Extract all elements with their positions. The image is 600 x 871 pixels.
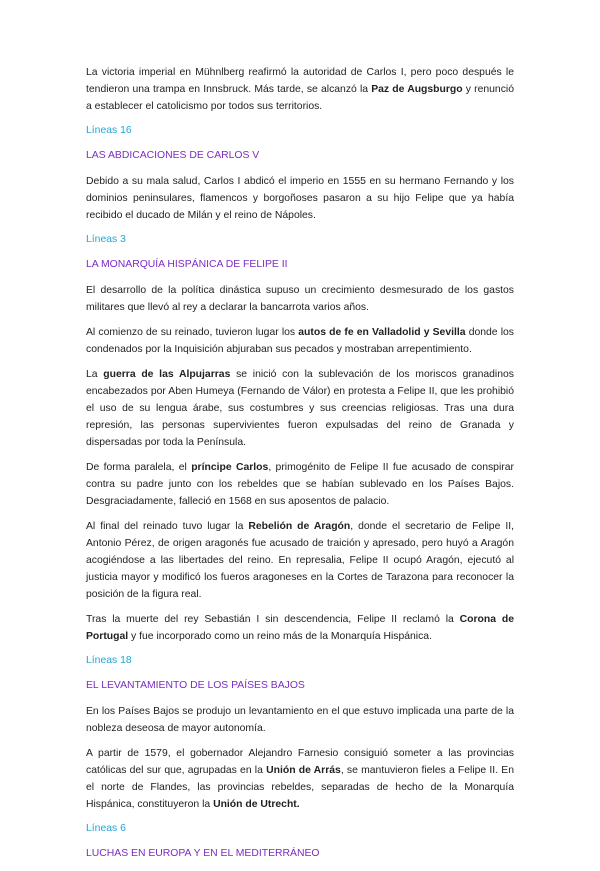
text-run: y fue incorporado como un reino más de la Monarquía Hispánica. (128, 631, 432, 642)
paragraph (86, 366, 514, 451)
paragraph (86, 611, 514, 645)
text-run: se inició con la sublevación de los moriscos granadinos encabezados por Aben Humeya (Fernando de Válor) en protesta a Felipe II, que les prohibió el uso de su lengua árabe, sus costumbres y sus creencias religiosas. Tras una dura represión, las personas supervivientes fueron expulsadas del reino de Granada y dispersadas por toda la Península. (86, 369, 514, 448)
text-run: Al final del reinado tuvo lugar la (86, 521, 249, 532)
paragraph (86, 64, 514, 115)
line-reference: Líneas 18 (86, 655, 132, 666)
paragraph (86, 703, 514, 737)
text-run: Debido a su mala salud, Carlos I abdicó el imperio en 1555 en su hermano Fernando y los dominios peninsulares, flamencos y borgoñoses pasaron a su hijo Felipe que ya había recibido el ducado de Milán y el reino de Nápoles. (86, 176, 514, 221)
paragraph (86, 173, 514, 224)
text-run: A partir de 1579, el gobernador Alejandro Farnesio consiguió someter a las provincias católicas del sur que, agrupadas en la (86, 748, 514, 776)
bold-text: Corona de Portugal (86, 614, 514, 642)
section-heading: EL LEVANTAMIENTO DE LOS PAÍSES BAJOS (86, 680, 305, 691)
section-heading: LA MONARQUÍA HISPÁNICA DE FELIPE II (86, 259, 288, 270)
line-reference: Líneas 16 (86, 125, 132, 136)
bold-text: Unión de Utrecht. (213, 799, 300, 810)
text-run: De forma paralela, el (86, 462, 192, 473)
text-run: , se mantuvieron fieles a Felipe II. En el norte de Flandes, las provincias rebeldes, separadas de hecho de la Monarquía Hispánica, constituyeron la (86, 765, 514, 810)
bold-text: Rebelión de Aragón (248, 521, 351, 532)
bold-text: Unión de Arrás (266, 765, 341, 776)
bold-text: príncipe Carlos (191, 462, 269, 473)
text-run: Tras la muerte del rey Sebastián I sin descendencia, Felipe II reclamó la (86, 614, 460, 625)
document-page (86, 64, 514, 871)
section-heading: LUCHAS EN EUROPA Y EN EL MEDITERRÁNEO (86, 848, 320, 859)
bold-text: Paz de Augsburgo (371, 84, 463, 95)
text-run: donde los condenados por la Inquisición abjuraban sus pecados y mostraban arrepentimiento. (86, 327, 515, 355)
text-run: El desarrollo de la política dinástica supuso un crecimiento desmesurado de los gastos militares que llevó al rey a declarar la bancarrota varios años. (86, 285, 514, 313)
paragraph (86, 745, 514, 813)
line-reference: Líneas 6 (86, 823, 126, 834)
text-run: , primogénito de Felipe II fue acusado de conspirar contra su padre junto con los rebeldes que se habían sublevado en los Países Bajos. Desgraciadamente, falleció en 1568 en sus aposentos de palacio. (86, 462, 514, 507)
paragraph (86, 324, 514, 358)
paragraph (86, 282, 514, 316)
text-run: La (86, 369, 104, 380)
line-reference: Líneas 3 (86, 234, 126, 245)
text-run: , donde el secretario de Felipe II, Antonio Pérez, de origen aragonés fue acusado de traición y apresado, pero huyó a Aragón acogiéndose a las libertades del reino. En represalia, Felipe II ocupó Aragón, ejecutó al justicia mayor y modificó los fueros aragoneses en la Cortes de Tarazona para reconocer la posición de la figura real. (86, 521, 514, 600)
bold-text: autos de fe en Valladolid y Sevilla (298, 327, 466, 338)
paragraph (86, 459, 514, 510)
text-run: La victoria imperial en Mühnlberg reafirmó la autoridad de Carlos I, pero poco después le tendieron una trampa en Innsbruck. Más tarde, se alcanzó la (86, 67, 514, 95)
text-run: En los Países Bajos se produjo un levantamiento en el que estuvo implicada una parte de la nobleza deseosa de mayor autonomía. (86, 706, 514, 734)
paragraph (86, 518, 514, 603)
text-run: y renunció a establecer el catolicismo por todos sus territorios. (86, 84, 514, 112)
bold-text: guerra de las Alpujarras (103, 369, 231, 380)
text-run: Al comienzo de su reinado, tuvieron lugar los (86, 327, 299, 338)
section-heading: LAS ABDICACIONES DE CARLOS V (86, 150, 260, 161)
